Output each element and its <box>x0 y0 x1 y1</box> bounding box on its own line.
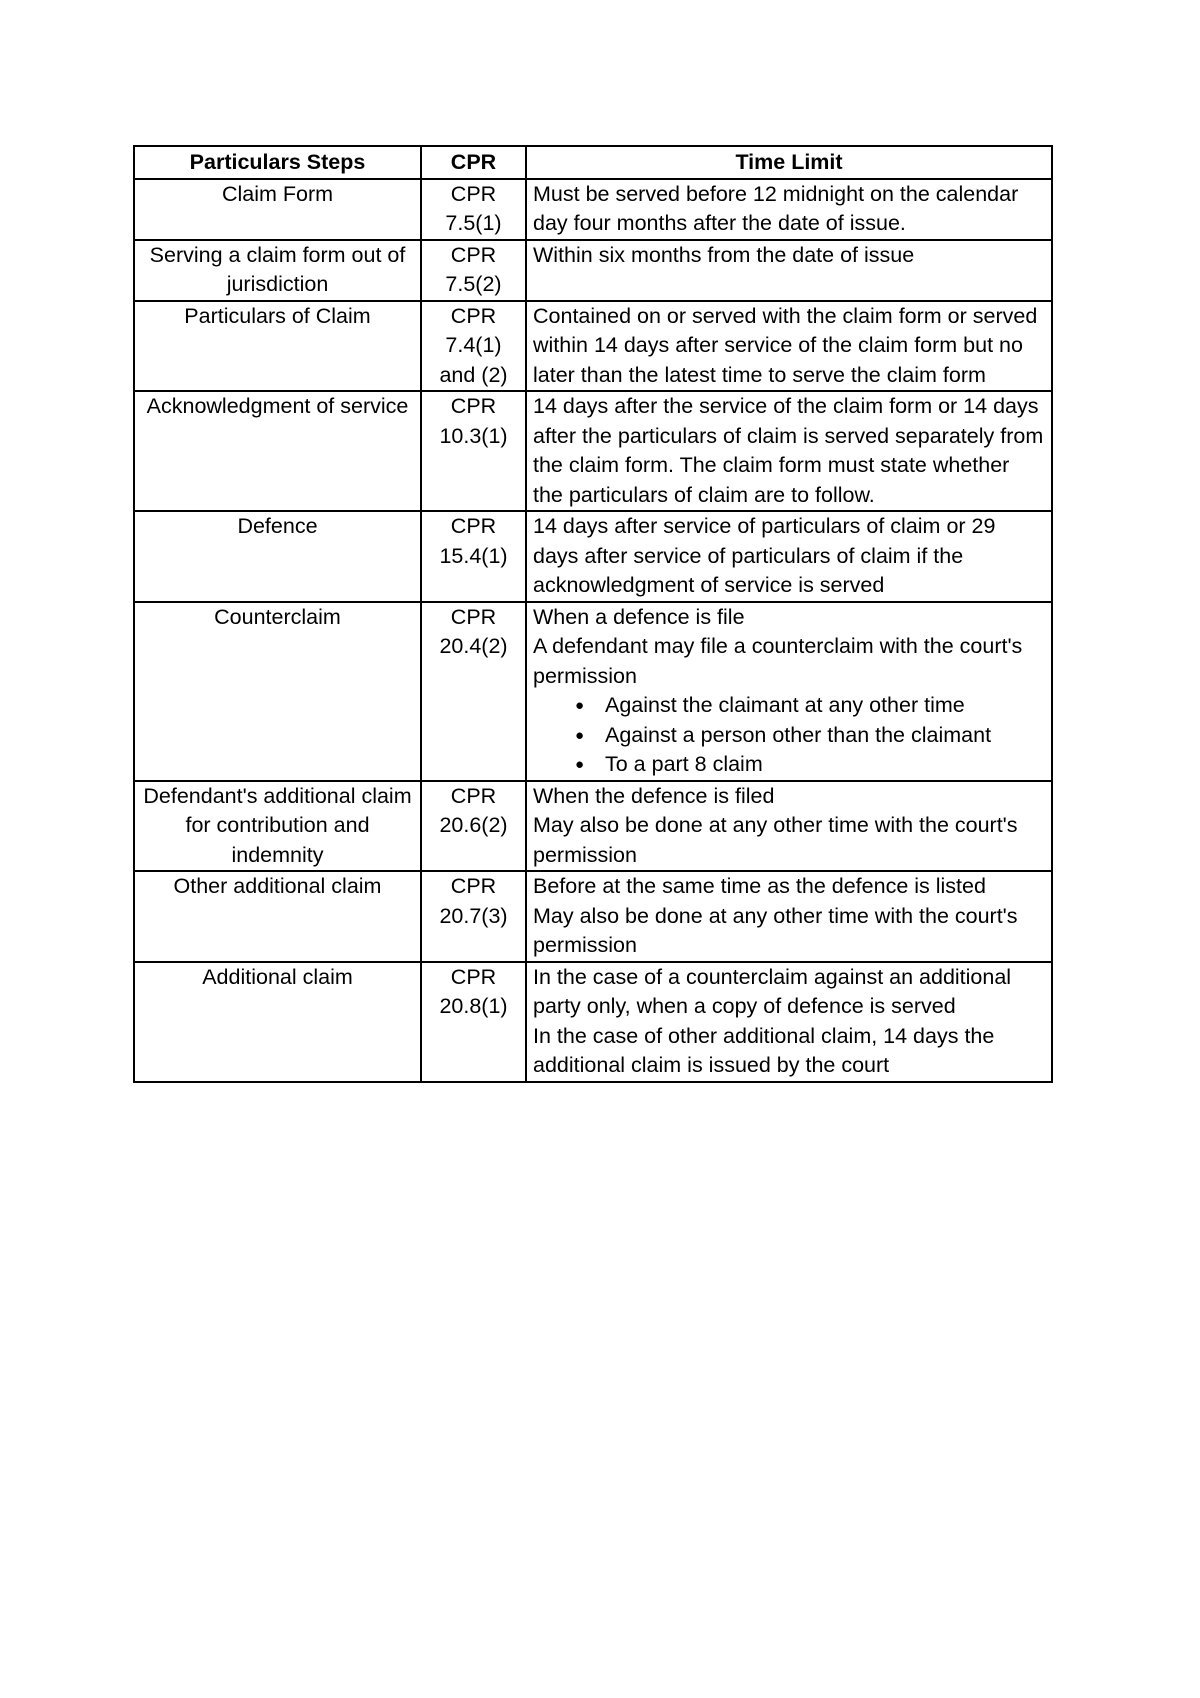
table-row <box>134 962 1052 1082</box>
cpr-cell <box>421 511 526 602</box>
cpr-line: 7.5(1) <box>445 211 502 235</box>
time-limit-text: A defendant may file a counterclaim with the court's permission <box>533 634 1023 688</box>
cpr-cell <box>421 602 526 781</box>
cpr-line: 20.4(2) <box>439 634 508 658</box>
cpr-line: 10.3(1) <box>439 423 508 448</box>
cpr-line: CPR <box>450 394 497 418</box>
step-cell: Defendant's additional claim for contribution and indemnity <box>134 781 421 872</box>
time-limit-text: 14 days after the service of the claim form or 14 days after the particulars of claim is served separately from the claim form. The claim form must state whether the particulars of claim are to follow. <box>533 394 1044 507</box>
cpr-line: CPR <box>450 242 497 267</box>
bullet-item: ● Against the claimant at any other time <box>533 691 1045 721</box>
cpr-cell <box>421 871 526 962</box>
cpr-line: 15.4(1) <box>439 543 508 568</box>
step-cell: Defence <box>134 511 421 602</box>
time-limit-text: May also be done at any other time with the court's permission <box>533 903 1018 957</box>
header-time-limit: Time Limit <box>526 146 1052 179</box>
cpr-line: CPR <box>450 604 497 629</box>
time-limit-text: 14 days after service of particulars of claim or 29 days after service of particulars of claim if the acknowledgment of service is served <box>533 514 996 597</box>
step-cell: Acknowledgment of service <box>134 391 421 511</box>
step-cell: Counterclaim <box>134 602 421 781</box>
header-particulars-steps: Particulars Steps <box>134 146 421 179</box>
table-row <box>134 871 1052 962</box>
table-row <box>134 179 1052 240</box>
cpr-line: CPR <box>450 514 497 538</box>
time-limit-text: Within six months from the date of issue <box>533 242 915 267</box>
time-limit-text: Before at the same time as the defence is listed <box>533 874 986 898</box>
time-limit-cell <box>526 511 1052 602</box>
table-row <box>134 301 1052 392</box>
table-row <box>134 602 1052 781</box>
table-row <box>134 240 1052 301</box>
time-limit-text: Must be served before 12 midnight on the calendar day four months after the date of issue. <box>533 181 1019 235</box>
cpr-cell <box>421 179 526 240</box>
bullet-item: ● To a part 8 claim <box>533 750 1045 780</box>
table-row <box>134 391 1052 511</box>
bullet-list <box>533 691 1045 780</box>
cpr-line: 7.5(2) <box>445 272 502 296</box>
cpr-line: CPR <box>450 181 497 206</box>
time-limit-cell <box>526 962 1052 1082</box>
bullet-item: ● Against a person other than the claimant <box>533 721 1045 751</box>
cpr-cell <box>421 391 526 511</box>
time-limit-text: Contained on or served with the claim form or served within 14 days after service of the claim form but no later than the latest time to serve the claim form <box>533 303 1038 387</box>
time-limit-cell <box>526 179 1052 240</box>
cpr-cell <box>421 301 526 392</box>
table-row <box>134 511 1052 602</box>
step-cell: Additional claim <box>134 962 421 1082</box>
cpr-cell <box>421 781 526 872</box>
cpr-line: 20.6(2) <box>439 813 508 837</box>
time-limit-cell <box>526 240 1052 301</box>
step-cell: Claim Form <box>134 179 421 240</box>
cpr-line: 7.4(1) <box>445 333 502 357</box>
cpr-line: and (2) <box>439 362 508 387</box>
step-cell: Serving a claim form out of jurisdiction <box>134 240 421 301</box>
cpr-cell <box>421 962 526 1082</box>
cpr-time-limits-table <box>133 145 1053 1083</box>
time-limit-cell <box>526 301 1052 392</box>
cpr-line: CPR <box>450 783 497 808</box>
time-limit-text: May also be done at any other time with the court's permission <box>533 813 1018 867</box>
time-limit-cell <box>526 602 1052 781</box>
time-limit-cell <box>526 391 1052 511</box>
time-limit-cell <box>526 781 1052 872</box>
time-limit-text: When a defence is file <box>533 604 745 629</box>
table-header-row <box>134 146 1052 179</box>
cpr-line: 20.7(3) <box>439 903 508 928</box>
cpr-line: CPR <box>450 303 497 328</box>
cpr-line: CPR <box>450 874 497 898</box>
time-limit-text: In the case of other additional claim, 14 days the additional claim is issued by the court <box>533 1023 995 1077</box>
cpr-line: 20.8(1) <box>439 994 508 1018</box>
time-limit-text: When the defence is filed <box>533 783 775 808</box>
cpr-line: CPR <box>450 964 497 989</box>
time-limit-text: In the case of a counterclaim against an additional party only, when a copy of defence is served <box>533 964 1012 1018</box>
step-cell: Other additional claim <box>134 871 421 962</box>
table-row <box>134 781 1052 872</box>
cpr-cell <box>421 240 526 301</box>
step-cell: Particulars of Claim <box>134 301 421 392</box>
time-limit-cell <box>526 871 1052 962</box>
header-cpr: CPR <box>421 146 526 179</box>
